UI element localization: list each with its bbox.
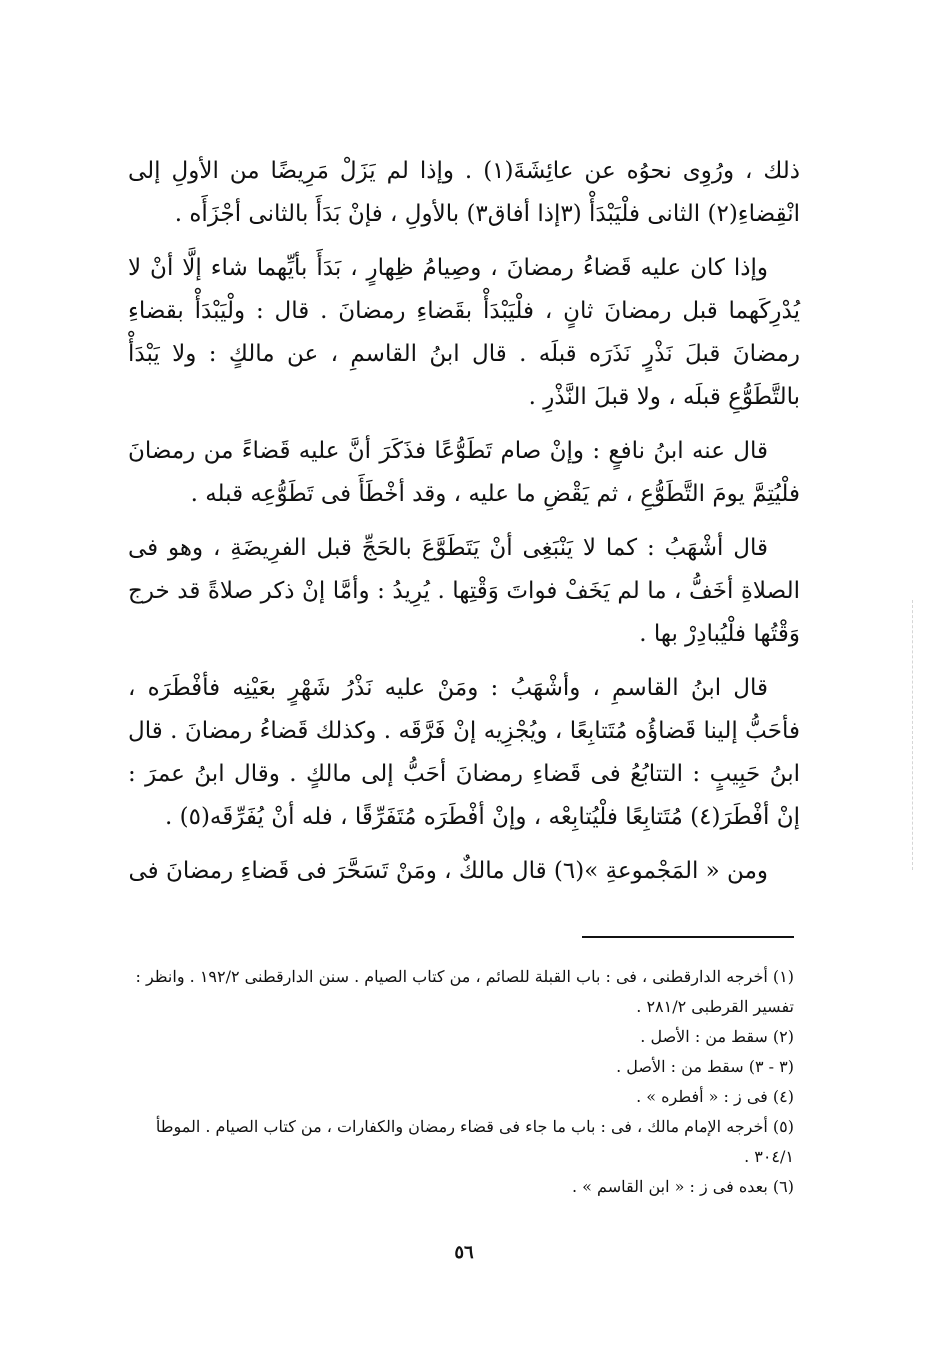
main-text	[128, 150, 800, 893]
footnote-5: (٥) أخرجه الإمام مالك ، فى : باب ما جاء فى قضاء رمضان والكفارات ، من كتاب الصيام . الموطأ ٣٠٤/١ .	[155, 1117, 794, 1166]
margin-artifact-line	[912, 600, 913, 870]
footnotes	[128, 962, 794, 1202]
footnote-6: (٦) بعده فى ز : « ابن القاسم » .	[572, 1177, 794, 1196]
paragraph-2: وإذا كان عليه قَضاءُ رمضانَ ، وصِيامُ ظِهارٍ ، بَدَأَ بأيِّهما شاء إلَّا أنْ لا يُدْرِكَهما قبل رمضانَ ثانٍ ، فلْيَبْدَأْ بقَضاءِ رمضانَ . قال : ولْيَبْدَأْ بقضاءِ رمضانَ قبلَ نَذْرٍ نَذَرَه قبلَه . قال ابنُ القاسمِ ، عن مالكٍ : ولا يَبْدَأْ بالتَّطَوُّعِ قبلَه ، ولا قبلَ النَّذْرِ .	[128, 255, 800, 410]
page-number: ٥٦	[454, 1242, 474, 1263]
footnote-1: (١) أخرجه الدارقطنى ، فى : باب القبلة للصائم ، من كتاب الصيام . سنن الدارقطنى ١٩٢/٢ . وانظر : تفسير القرطبى ٢٨١/٢ .	[135, 967, 794, 1016]
paragraph-6: ومن « المَجْموعةِ »(٦) قال مالكٌ ، ومَنْ تَسَحَّرَ فى قَضاءِ رمضانَ فى	[128, 858, 768, 884]
footnote-separator	[582, 936, 794, 938]
footnote-3: (٣ - ٣) سقط من : الأصل .	[616, 1057, 794, 1076]
paragraph-1: ذلك ، ورُوِى نحوُه عن عائِشَةَ(١) . وإذا لم يَزَلْ مَرِيضًا من الأولِ إلى انْقِضاءِ(٢) الثانى فلْيَبْدَأْ (٣إذا أفاق٣) بالأولِ ، فإنْ بَدَأَ بالثانى أجْزَأَه .	[128, 158, 800, 227]
paragraph-3: قال عنه ابنُ نافعٍ : وإنْ صام تَطَوُّعًا فذَكَرَ أنَّ عليه قَضاءً من رمضانَ فلْيُتِمَّ يومَ التَّطَوُّعِ ، ثم يَقْضِ ما عليه ، وقد أخْطَأَ فى تَطَوُّعِه قبله .	[128, 438, 800, 507]
paragraph-4: قال أشْهَبُ : كما لا يَنْبَغِى أنْ يَتَطَوَّعَ بالحَجِّ قبل الفرِيضَةِ ، وهو فى الصلاةِ أخَفُّ ، ما لم يَخَفْ فواتَ وَقْتِها . يُرِيدُ : وأمَّا إنْ ذكر صلاةً قد خرج وَقْتُها فلْيُبادِرْ بها .	[128, 535, 800, 647]
footnote-2: (٢) سقط من : الأصل .	[640, 1027, 794, 1046]
paragraph-5: قال ابنُ القاسمِ ، وأشْهَبُ : ومَنْ عليه نَذْرُ شَهْرٍ بعَيْنِه فأفْطَرَه ، فأحَبُّ إلينا قَضاؤُه مُتَتابِعًا ، ويُجْزِيه إنْ فَرَّقَه . وكذلك قَضاءُ رمضانَ . قال ابنُ حَبِيبٍ : التتابُعُ فى قَضاءِ رمضانَ أحَبُّ إلى مالكٍ . وقال ابنُ عمرَ : إنْ أفْطَرَ(٤) مُتَتابِعًا فلْيُتابِعْه ، وإنْ أفْطَرَه مُتَفَرِّقًا ، فله أنْ يُفَرِّقَه(٥) .	[128, 675, 800, 830]
footnote-4: (٤) فى ز : « أفطره » .	[636, 1087, 794, 1106]
